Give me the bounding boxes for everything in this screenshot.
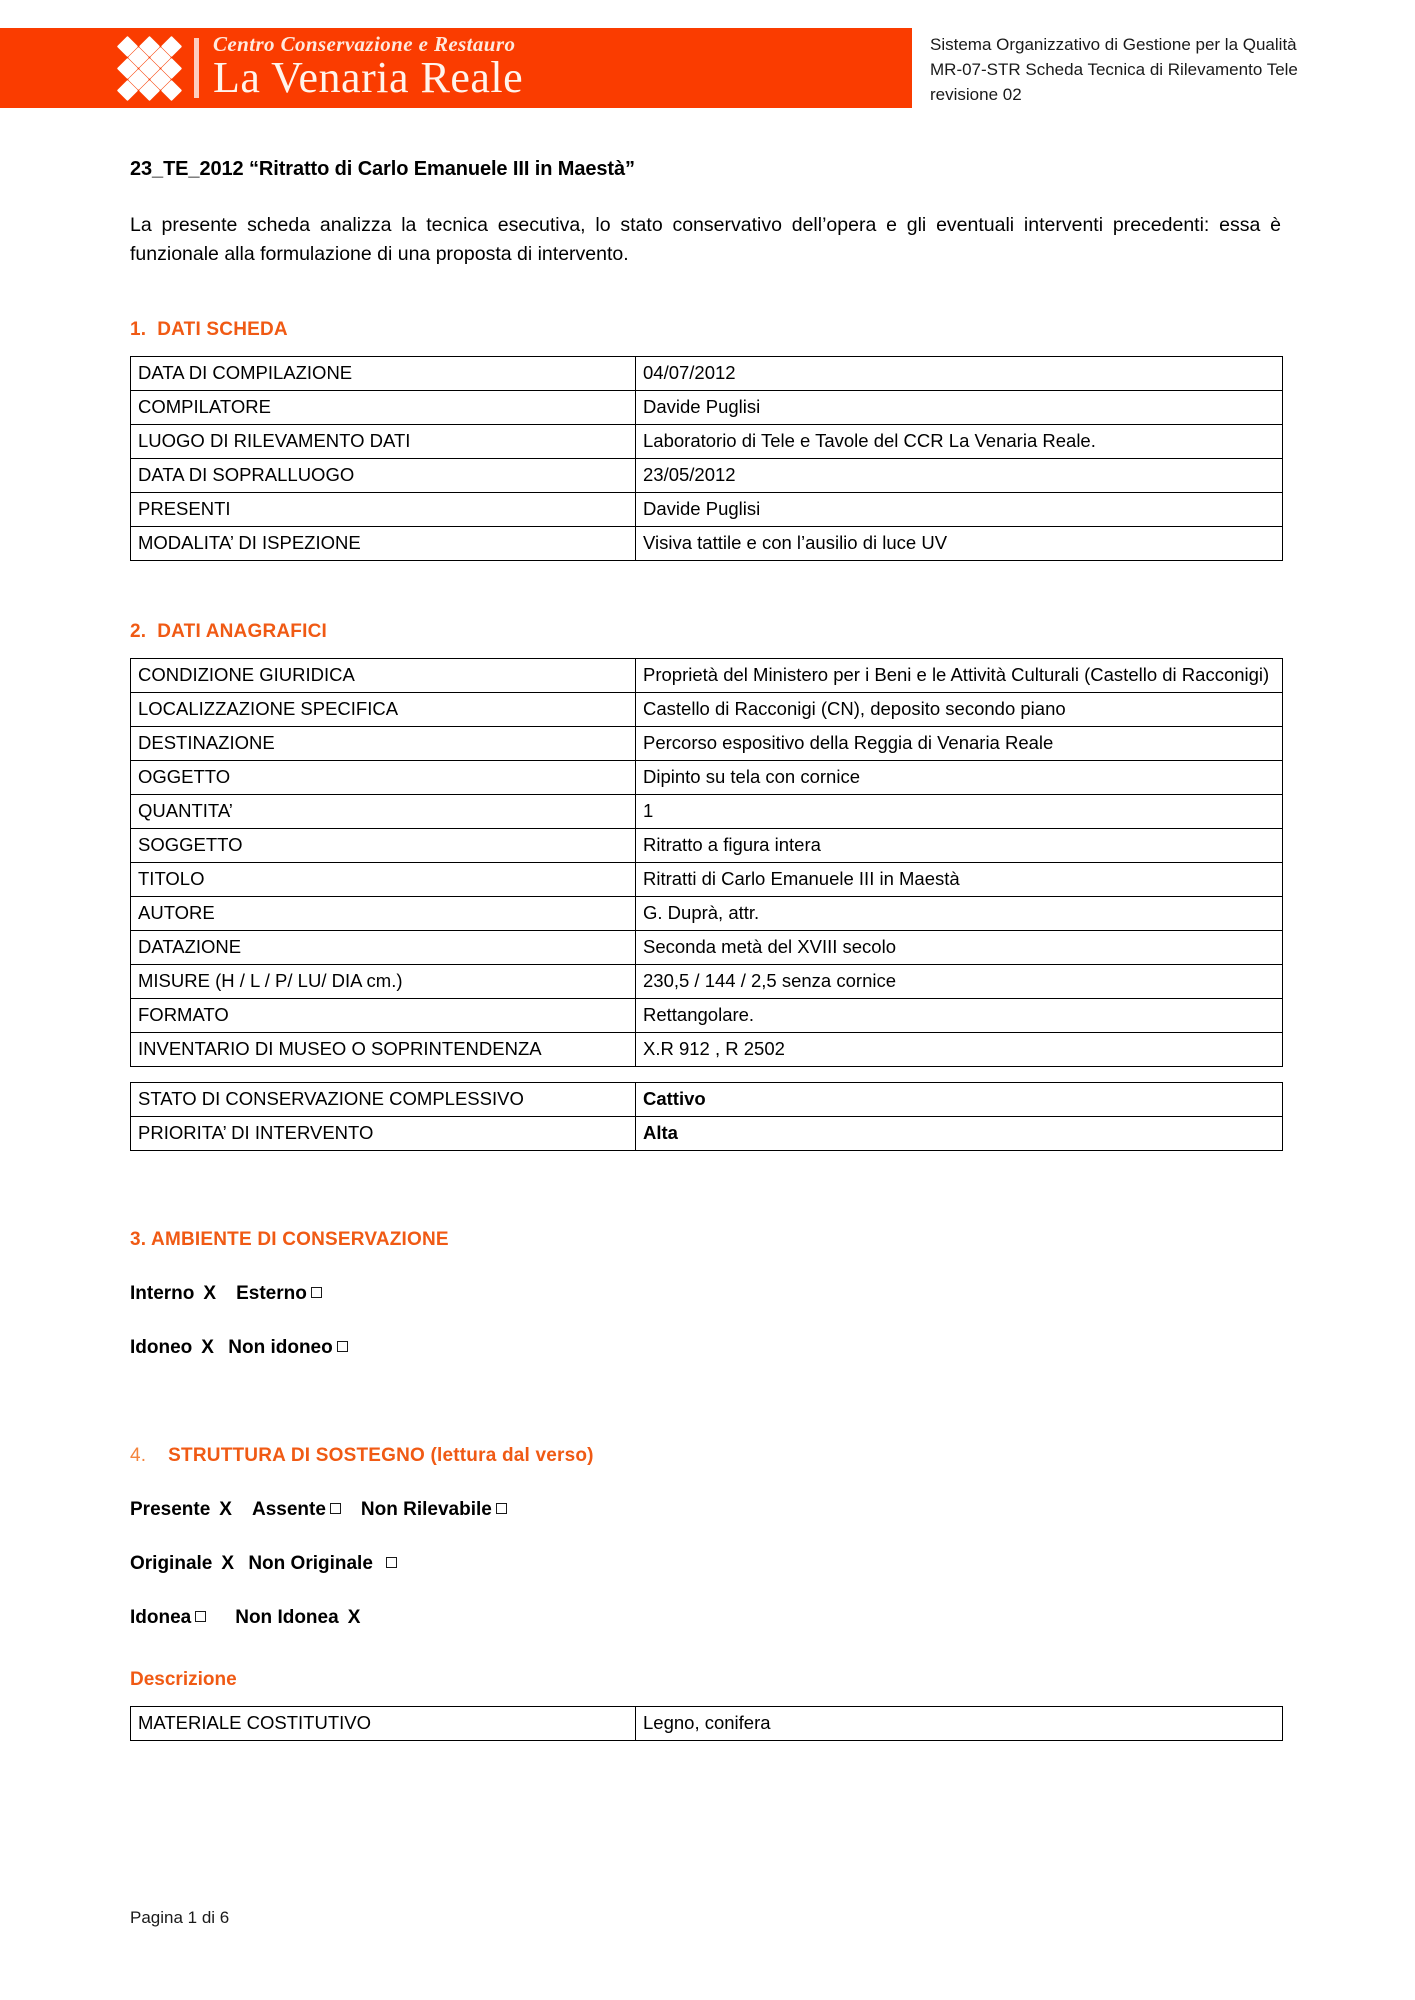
table-stato-conservazione: [130, 1082, 1283, 1151]
option-label-non-originale: Non Originale: [248, 1553, 373, 1574]
option-mark-interno[interactable]: X: [203, 1283, 217, 1304]
header-meta-line-3: revisione 02: [930, 85, 1022, 104]
checkbox-idonea[interactable]: [195, 1611, 206, 1622]
section-4-title: STRUTTURA DI SOSTEGNO (lettura dal verso): [168, 1445, 594, 1466]
option-label-idonea: Idonea: [130, 1607, 192, 1628]
table-row: [131, 527, 1283, 561]
section-3-number: 3.: [130, 1229, 147, 1250]
option-label-non-rilevabile: Non Rilevabile: [360, 1499, 492, 1520]
row-key: QUANTITA’: [131, 795, 636, 829]
row-value: Castello di Racconigi (CN), deposito secondo piano: [636, 693, 1283, 727]
table-row: [131, 727, 1283, 761]
logo-subtitle: Centro Conservazione e Restauro: [213, 32, 516, 56]
row-key: FORMATO: [131, 999, 636, 1033]
table-row: [131, 897, 1283, 931]
row-key: LUOGO DI RILEVAMENTO DATI: [131, 425, 636, 459]
row-key: DATA DI SOPRALLUOGO: [131, 459, 636, 493]
table-descrizione: [130, 1706, 1283, 1741]
row-value: 04/07/2012: [636, 357, 1283, 391]
row-key: LOCALIZZAZIONE SPECIFICA: [131, 693, 636, 727]
row-key: DATA DI COMPILAZIONE: [131, 357, 636, 391]
section-4-number: 4.: [130, 1445, 147, 1466]
option-mark-non-idonea[interactable]: X: [347, 1607, 361, 1628]
row-value: X.R 912 , R 2502: [636, 1033, 1283, 1067]
table-row: [131, 931, 1283, 965]
option-label-non-idonea: Non Idonea: [235, 1607, 339, 1628]
document-body: [0, 110, 1415, 1741]
row-key: CONDIZIONE GIURIDICA: [131, 659, 636, 693]
row-value: Davide Puglisi: [636, 391, 1283, 425]
row-value: Seconda metà del XVIII secolo: [636, 931, 1283, 965]
option-label-interno: Interno: [130, 1283, 195, 1304]
section-heading-struttura-sostegno: [130, 1445, 1281, 1467]
table-row: [131, 493, 1283, 527]
table-row: [131, 1083, 1283, 1117]
section-1-number: 1.: [130, 319, 147, 340]
table-row: [131, 1033, 1283, 1067]
status-badge: Cattivo: [643, 1088, 706, 1109]
option-mark-originale[interactable]: X: [221, 1553, 235, 1574]
row-key: TITOLO: [131, 863, 636, 897]
option-label-assente: Assente: [251, 1499, 326, 1520]
row-key: PRESENTI: [131, 493, 636, 527]
page-footer: Pagina 1 di 6: [130, 1908, 230, 1927]
descrizione-label: Descrizione: [130, 1669, 237, 1690]
diamond-grid-icon: [118, 37, 184, 99]
document-title: 23_TE_2012 “Ritratto di Carlo Emanuele III in Maestà”: [130, 158, 635, 180]
priority-badge: Alta: [643, 1122, 678, 1143]
row-key: STATO DI CONSERVAZIONE COMPLESSIVO: [131, 1083, 636, 1117]
header-meta-line-2: MR-07-STR Scheda Tecnica di Rilevamento Tele: [930, 60, 1298, 79]
checkbox-row-interno-esterno: [130, 1283, 1281, 1305]
table-dati-anagrafici: [130, 658, 1283, 1067]
row-key: COMPILATORE: [131, 391, 636, 425]
row-key: MISURE (H / L / P/ LU/ DIA cm.): [131, 965, 636, 999]
brand-logo-banner: [0, 28, 912, 108]
row-value: 230,5 / 144 / 2,5 senza cornice: [636, 965, 1283, 999]
option-label-originale: Originale: [130, 1553, 213, 1574]
row-value: Visiva tattile e con l’ausilio di luce UV: [636, 527, 1283, 561]
checkbox-assente[interactable]: [330, 1503, 341, 1514]
table-row: [131, 761, 1283, 795]
row-value: Dipinto su tela con cornice: [636, 761, 1283, 795]
option-label-esterno: Esterno: [236, 1283, 307, 1304]
option-label-non-idoneo: Non idoneo: [228, 1337, 333, 1358]
row-value: Laboratorio di Tele e Tavole del CCR La Venaria Reale.: [636, 425, 1283, 459]
section-1-title: DATI SCHEDA: [157, 319, 288, 340]
checkbox-row-originale: [130, 1553, 1281, 1575]
table-row: [131, 659, 1283, 693]
table-row: [131, 693, 1283, 727]
table-row: [131, 425, 1283, 459]
row-value: Legno, conifera: [636, 1707, 1283, 1741]
row-key: DATAZIONE: [131, 931, 636, 965]
option-label-presente: Presente: [130, 1499, 211, 1520]
row-key: MATERIALE COSTITUTIVO: [131, 1707, 636, 1741]
row-value: Rettangolare.: [636, 999, 1283, 1033]
header-meta-block: [930, 32, 1298, 107]
checkbox-esterno[interactable]: [311, 1287, 322, 1298]
table-row: [131, 1117, 1283, 1151]
row-key: OGGETTO: [131, 761, 636, 795]
row-value: G. Duprà, attr.: [636, 897, 1283, 931]
table-row: [131, 829, 1283, 863]
table-dati-scheda: [130, 356, 1283, 561]
row-value: 1: [636, 795, 1283, 829]
checkbox-non-originale[interactable]: [386, 1557, 397, 1568]
table-row: [131, 459, 1283, 493]
option-mark-idoneo[interactable]: X: [201, 1337, 214, 1358]
row-value: Davide Puglisi: [636, 493, 1283, 527]
table-row: [131, 999, 1283, 1033]
checkbox-row-idonea: [130, 1607, 1281, 1629]
checkbox-row-presente: [130, 1499, 1281, 1521]
row-key: DESTINAZIONE: [131, 727, 636, 761]
section-3-title: AMBIENTE DI CONSERVAZIONE: [151, 1229, 449, 1250]
option-label-idoneo: Idoneo: [130, 1337, 193, 1358]
section-2-title: DATI ANAGRAFICI: [157, 621, 327, 642]
row-value: Ritratti di Carlo Emanuele III in Maestà: [636, 863, 1283, 897]
checkbox-row-idoneo: [130, 1337, 1281, 1359]
table-row: [131, 965, 1283, 999]
page-header: [0, 0, 1415, 110]
table-row: [131, 795, 1283, 829]
logo-title: La Venaria Reale: [213, 53, 524, 102]
table-row: [131, 391, 1283, 425]
logo-divider: [194, 38, 199, 98]
row-value: Ritratto a figura intera: [636, 829, 1283, 863]
row-value-bold: [636, 1083, 1283, 1117]
section-2-number: 2.: [130, 621, 147, 642]
row-key: MODALITA’ DI ISPEZIONE: [131, 527, 636, 561]
row-key: AUTORE: [131, 897, 636, 931]
section-heading-ambiente-conservazione: [130, 1229, 1281, 1251]
row-value: 23/05/2012: [636, 459, 1283, 493]
section-heading-dati-anagrafici: [130, 621, 1281, 643]
row-key: PRIORITA’ DI INTERVENTO: [131, 1117, 636, 1151]
section-heading-dati-scheda: [130, 319, 1281, 341]
table-row: [131, 863, 1283, 897]
table-row: [131, 1707, 1283, 1741]
row-key: INVENTARIO DI MUSEO O SOPRINTENDENZA: [131, 1033, 636, 1067]
row-value: Percorso espositivo della Reggia di Venaria Reale: [636, 727, 1283, 761]
row-value-bold: [636, 1117, 1283, 1151]
option-mark-presente[interactable]: X: [219, 1499, 232, 1520]
row-value: Proprietà del Ministero per i Beni e le Attività Culturali (Castello di Racconigi): [636, 659, 1283, 693]
checkbox-non-rilevabile[interactable]: [496, 1503, 507, 1514]
document-intro-paragraph: La presente scheda analizza la tecnica esecutiva, lo stato conservativo dell’opera e gli eventuali interventi precedenti: essa è funzionale alla formulazione di una proposta di intervento.: [130, 214, 1281, 265]
checkbox-non-idoneo[interactable]: [337, 1341, 348, 1352]
row-key: SOGGETTO: [131, 829, 636, 863]
header-meta-line-1: Sistema Organizzativo di Gestione per la Qualità: [930, 35, 1297, 54]
table-row: [131, 357, 1283, 391]
